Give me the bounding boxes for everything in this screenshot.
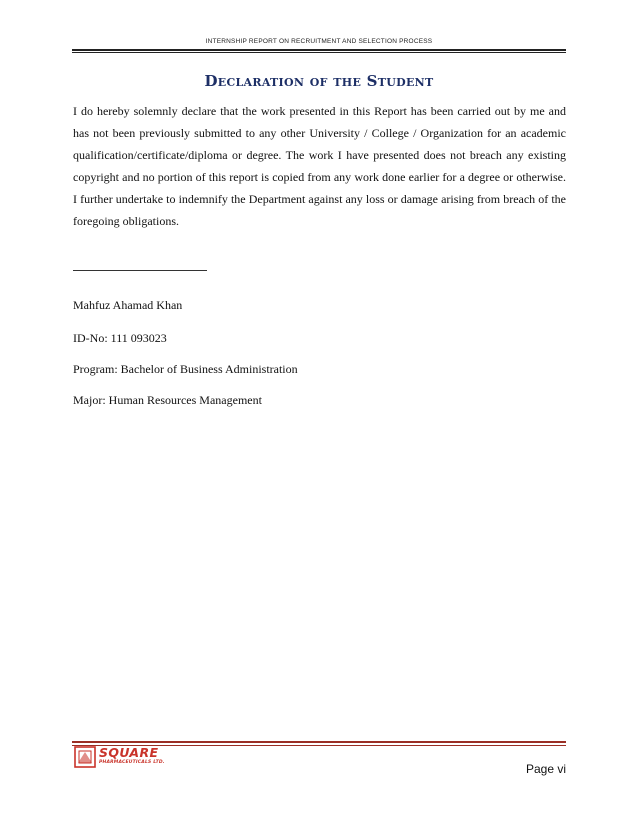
square-pharmaceuticals-logo-icon: [74, 746, 96, 768]
footer-rule: [72, 741, 566, 743]
signature-line: [73, 270, 207, 271]
student-id: ID-No: 111 093023: [73, 331, 167, 345]
running-header: INTERNSHIP REPORT ON RECRUITMENT AND SELECTION PROCESS: [205, 38, 433, 45]
student-major: Major: Human Resources Management: [73, 393, 262, 407]
company-logo: [74, 746, 194, 772]
logo-subtext: PHARMACEUTICALS LTD.: [99, 760, 165, 765]
declaration-paragraph: I do hereby solemnly declare that the work presented in this Report has been carried out by me and has not been previously submitted to any other University / College / Organization for an academic qualification/certificate/diploma or degree. The work I have presented does not breach any existing copyright and no portion of this report is copied from any work done earlier for a degree or otherwise. I further undertake to indemnify the Department against any loss or damage arising from breach of the foregoing obligations.: [73, 104, 566, 228]
student-program: Program: Bachelor of Business Administration: [73, 362, 298, 376]
header-rule: [72, 49, 566, 53]
logo-wordmark: SQUARE: [99, 745, 159, 760]
page-title: Declaration of the Student: [204, 72, 434, 90]
page-number: Page vi: [525, 762, 566, 776]
student-name: Mahfuz Ahamad Khan: [73, 298, 183, 312]
